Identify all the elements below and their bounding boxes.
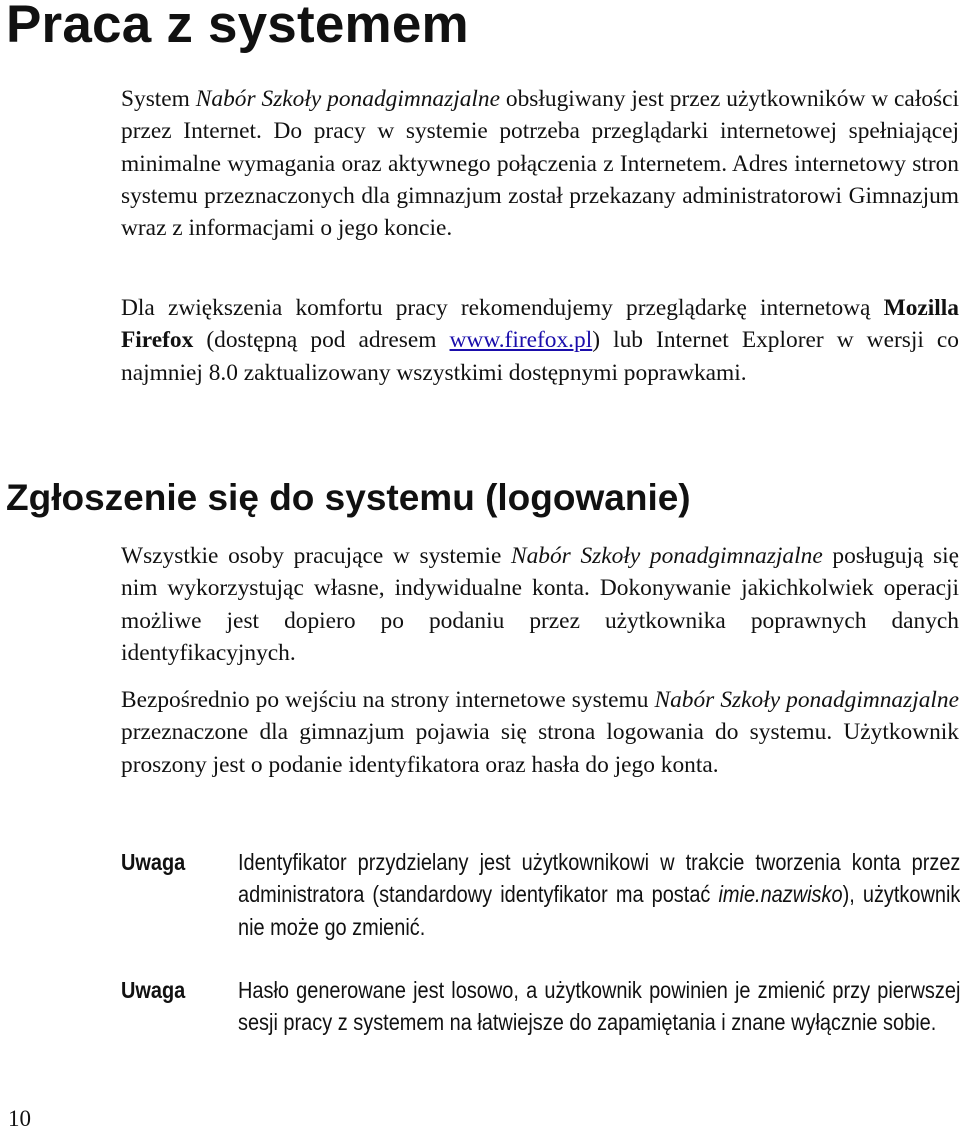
note-label: Uwaga	[121, 849, 186, 875]
text-run: Dla zwiększenia komfortu pracy rekomendujemy przeglądarkę internetową	[121, 295, 884, 321]
paragraph-intro	[121, 83, 959, 244]
firefox-link[interactable]: www.firefox.pl	[449, 327, 593, 354]
text-run: Identyfikator przydzielany jest użytkownikowi w trakcie tworzenia konta przez administratora (standardowy identyfikator ma postać	[238, 849, 960, 908]
text-run: ), użytkownik nie może go zmienić.	[238, 881, 960, 940]
browser-name: Mozilla Firefox	[121, 295, 959, 354]
note-label: Uwaga	[121, 977, 186, 1003]
text-run: przeznaczone dla gimnazjum pojawia się strona logowania do systemu. Użytkownik proszony jest o podanie identyfikatora oraz hasła do jego konta.	[121, 719, 959, 778]
note-text: Hasło generowane jest losowo, a użytkownik powinien je zmienić przy pierwszej sesji pracy z systemem na łatwiejsze do zapamiętania i znane wyłącznie sobie.	[238, 977, 960, 1036]
system-name: Nabór Szkoły ponadgimnazjalne	[654, 687, 959, 713]
identifier-format: imie.nazwisko	[718, 881, 843, 908]
text-run: ) lub Internet Explorer w wersji co najmniej 8.0 zaktualizowany wszystkimi dostępnymi poprawkami.	[121, 327, 959, 386]
system-name: Nabór Szkoły ponadgimnazjalne	[195, 86, 500, 112]
paragraph-login-page	[121, 684, 959, 781]
section-heading-praca: Praca z systemem	[6, 0, 469, 54]
system-name: Nabór Szkoły ponadgimnazjalne	[511, 543, 823, 569]
text-run: posługują się nim wykorzystując własne, indywidualne konta. Dokonywanie jakichkolwiek operacji możliwe jest dopiero po podaniu przez użytkownika poprawnych danych identyfikacyjnych.	[121, 543, 959, 666]
paragraph-accounts	[121, 540, 959, 669]
note-text	[238, 846, 960, 943]
page-number: 10	[8, 1106, 31, 1131]
section-heading-logowanie: Zgłoszenie się do systemu (logowanie)	[6, 477, 691, 518]
paragraph-browser	[121, 292, 959, 389]
text-run: Bezpośrednio po wejściu na strony internetowe systemu	[121, 687, 655, 713]
text-run: System	[121, 86, 196, 112]
text-run: obsługiwany jest przez użytkowników w całości przez Internet. Do pracy w systemie potrzeba przeglądarki internetowej spełniającej minimalne wymagania oraz aktywnego połączenia z Internetem. Adres internetowy stron systemu przeznaczonych dla gimnazjum został przekazany administratorowi Gimnazjum wraz z informacjami o jego koncie.	[121, 86, 959, 242]
text-run: (dostępną pod adresem	[193, 327, 450, 354]
text-run: Wszystkie osoby pracujące w systemie	[121, 543, 511, 569]
